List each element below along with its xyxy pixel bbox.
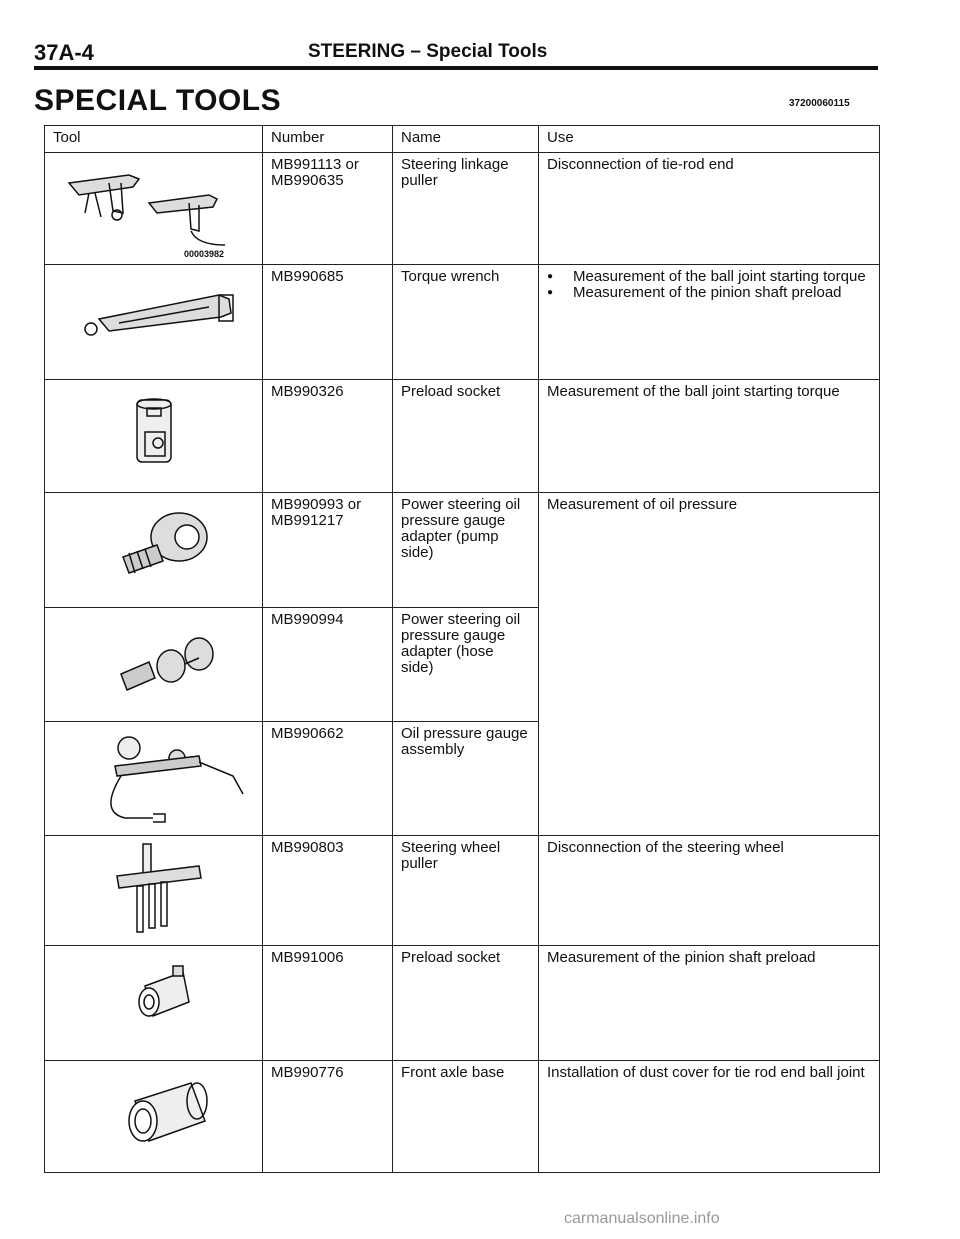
tool-number: MB990685 — [263, 265, 393, 380]
tool-use: Disconnection of the steering wheel — [539, 836, 880, 946]
doc-code: 37200060115 — [789, 98, 850, 109]
table-header-row — [45, 126, 880, 153]
column-header-tool: Tool — [45, 126, 263, 153]
tool-use: Measurement of oil pressure — [539, 493, 880, 836]
use-list-item: ● Measurement of the ball joint starting torque — [547, 269, 871, 285]
tool-image-cell — [45, 493, 263, 608]
front-axle-base-illustration — [49, 1061, 259, 1165]
page-title: SPECIAL TOOLS — [34, 84, 282, 117]
tool-use: Installation of dust cover for tie rod end ball joint — [539, 1061, 880, 1173]
tool-name: Steering linkage puller — [393, 153, 539, 265]
tool-number: MB990326 — [263, 380, 393, 493]
table-row — [45, 1061, 880, 1173]
tool-image-cell — [45, 153, 263, 265]
tool-name: Steering wheel puller — [393, 836, 539, 946]
column-header-number: Number — [263, 126, 393, 153]
tool-number: MB991113 or MB990635 — [263, 153, 393, 265]
table-row — [45, 946, 880, 1061]
table-row — [45, 265, 880, 380]
tool-name: Power steering oil pressure gauge adapter (hose side) — [393, 608, 539, 722]
tool-name: Torque wrench — [393, 265, 539, 380]
tool-number: MB990994 — [263, 608, 393, 722]
tool-name: Power steering oil pressure gauge adapter (pump side) — [393, 493, 539, 608]
tool-use: Measurement of the pinion shaft preload — [539, 946, 880, 1061]
tool-image-cell — [45, 380, 263, 493]
preload-socket-illustration — [49, 380, 259, 484]
tool-name: Oil pressure gauge assembly — [393, 722, 539, 836]
tool-number: MB991006 — [263, 946, 393, 1061]
tool-use — [539, 265, 880, 380]
torque-wrench-illustration — [49, 265, 259, 373]
tool-image-cell — [45, 1061, 263, 1173]
tool-image-cell — [45, 722, 263, 836]
tool-image-cell — [45, 946, 263, 1061]
tool-number: MB990662 — [263, 722, 393, 836]
tool-use: Disconnection of tie-rod end — [539, 153, 880, 265]
use-list-item: ● Measurement of the pinion shaft preload — [547, 285, 871, 301]
header-rule — [34, 66, 878, 70]
linkage-puller-illustration — [49, 153, 259, 257]
use-list — [547, 269, 871, 301]
table-row — [45, 153, 880, 265]
tool-image-cell — [45, 836, 263, 946]
pump-adapter-illustration — [49, 493, 259, 601]
figure-id: 00003982 — [184, 249, 225, 259]
table-row — [45, 493, 880, 608]
tool-image-cell — [45, 265, 263, 380]
table-row — [45, 380, 880, 493]
tool-use: Measurement of the ball joint starting torque — [539, 380, 880, 493]
column-header-name: Name — [393, 126, 539, 153]
preload-socket-2-illustration — [49, 946, 259, 1052]
pressure-gauge-illustration — [49, 722, 259, 828]
column-header-use: Use — [539, 126, 880, 153]
hose-adapter-illustration — [49, 608, 259, 714]
tool-name: Front axle base — [393, 1061, 539, 1173]
tool-image-cell — [45, 608, 263, 722]
tool-name: Preload socket — [393, 946, 539, 1061]
tool-number: MB990776 — [263, 1061, 393, 1173]
special-tools-table — [44, 125, 880, 1173]
tool-number: MB990803 — [263, 836, 393, 946]
wheel-puller-illustration — [49, 836, 259, 938]
table-row — [45, 836, 880, 946]
page-number: 37A-4 — [34, 40, 94, 65]
tool-name: Preload socket — [393, 380, 539, 493]
tool-number: MB990993 or MB991217 — [263, 493, 393, 608]
section-title: STEERING – Special Tools — [308, 41, 548, 62]
watermark: carmanualsonline.info — [564, 1210, 720, 1227]
